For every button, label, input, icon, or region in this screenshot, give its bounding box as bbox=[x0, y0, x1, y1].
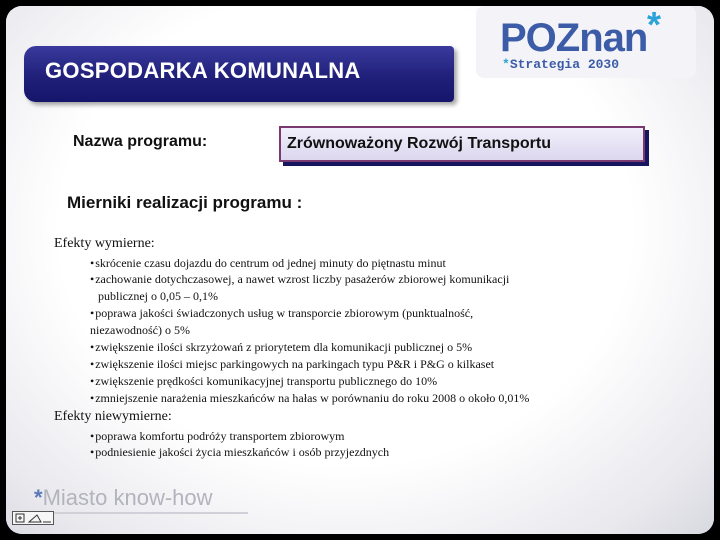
list-item: •skrócenie czasu dojazdu do centrum od jednej minuty do piętnastu minut bbox=[90, 256, 446, 270]
measures-heading: Mierniki realizacji programu : bbox=[67, 193, 303, 212]
list-item: •zmniejszenie narażenia mieszkańców na hałas w porównaniu do roku 2008 o około 0,01% bbox=[90, 391, 530, 405]
footer-star-icon: * bbox=[34, 485, 43, 510]
list-item-continuation: publicznej o 0,05 – 0,1% bbox=[98, 289, 218, 303]
program-value: Zrównoważony Rozwój Transportu bbox=[287, 135, 551, 152]
list-item-continuation: niezawodność) o 5% bbox=[90, 323, 190, 337]
list-item: •zwiększenie prędkości komunikacyjnej transportu publicznego do 10% bbox=[90, 374, 438, 388]
measures-content bbox=[54, 235, 654, 461]
group-label-non-measurable: Efekty niewymierne: bbox=[54, 409, 172, 424]
group-label-measurable: Efekty wymierne: bbox=[54, 236, 155, 251]
list-item: •zwiększenie ilości skrzyżowań z priorytetem dla komunikacji publicznej o 5% bbox=[90, 340, 473, 354]
list-item: •poprawa jakości świadczonych usług w transporcie zbiorowym (punktualność, bbox=[90, 306, 474, 320]
footer-divider bbox=[36, 512, 248, 514]
tagline-text: Strategia 2030 bbox=[509, 57, 620, 72]
non-measurable-list bbox=[54, 428, 654, 461]
logo-star-icon: * bbox=[647, 4, 662, 45]
list-item: •podniesienie jakości życia mieszkańców i osób przyjezdnych bbox=[90, 445, 390, 459]
list-item: •zwiększenie ilości miejsc parkingowych na parkingach typu P&R i P&G o kilkaset bbox=[90, 357, 495, 371]
logo-name: POZnan bbox=[500, 16, 648, 60]
measurable-list bbox=[54, 255, 654, 407]
footer-brand bbox=[34, 485, 213, 511]
slide-navigation-icon[interactable] bbox=[12, 511, 54, 525]
tagline-star-icon: * bbox=[502, 57, 510, 72]
list-item: •poprawa komfortu podróży transportem zbiorowym bbox=[90, 429, 345, 443]
list-item: •zachowanie dotychczasowej, a nawet wzrost liczby pasażerów zbiorowej komunikacji bbox=[90, 272, 510, 286]
slide-title: GOSPODARKA KOMUNALNA bbox=[45, 58, 361, 83]
program-label: Nazwa programu: bbox=[73, 133, 208, 150]
logo-tagline bbox=[502, 57, 619, 72]
footer-text: Miasto know-how bbox=[42, 485, 213, 510]
